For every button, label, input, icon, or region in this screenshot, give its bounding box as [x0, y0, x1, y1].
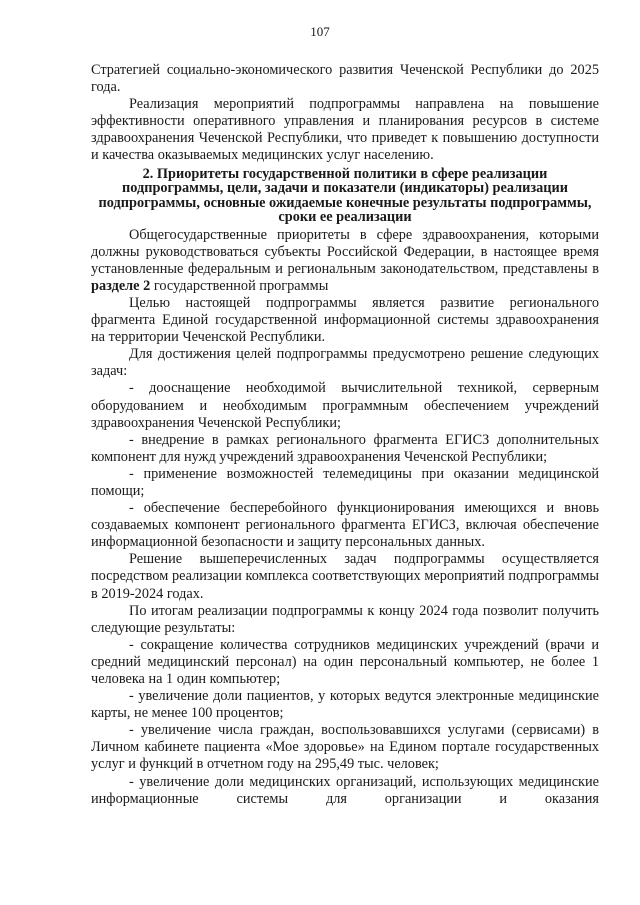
page-body: [91, 62, 599, 808]
paragraph-results-intro: По итогам реализации подпрограммы к концу 2024 года позволит получить следующие результаты:: [91, 602, 599, 636]
section-reference: разделе 2: [91, 277, 151, 294]
page-number: 107: [310, 24, 330, 39]
result-item: - увеличение доли медицинских организаций, использующих медицинские информационные системы для организации и оказания: [91, 773, 599, 807]
paragraph-continuation: Стратегией социально-экономического развития Чеченской Республики до 2025 года.: [91, 62, 599, 96]
paragraph-solution: Решение вышеперечисленных задач подпрограммы осуществляется посредством реализации комплекса соответствующих мероприятий подпрограммы в 2019-2024 годах.: [91, 551, 599, 602]
paragraph-tasks-intro: Для достижения целей подпрограммы предусмотрено решение следующих задач:: [91, 346, 599, 380]
paragraph-priorities: [91, 227, 599, 295]
priorities-text-end: государственной программы: [150, 277, 329, 294]
task-item: - применение возможностей телемедицины при оказании медицинской помощи;: [91, 465, 599, 499]
section-heading: 2. Приоритеты государственной политики в сфере реализации подпрограммы, цели, задачи и показатели (индикаторы) реализации подпрограммы, основные ожидаемые конечные результаты подпрограммы, сроки ее реализации: [98, 165, 592, 226]
task-item: - обеспечение бесперебойного функционирования имеющихся и вновь создаваемых компонент регионального фрагмента ЕГИСЗ, включая обеспечение информационной безопасности и защиту персональных данных.: [91, 500, 599, 551]
task-item: - внедрение в рамках регионального фрагмента ЕГИСЗ дополнительных компонент для нужд учреждений здравоохранения Чеченской Республики;: [91, 431, 599, 465]
paragraph-goal: Целью настоящей подпрограммы является развитие регионального фрагмента Единой государственной информационной системы здравоохранения на территории Чеченской Республики.: [91, 294, 599, 346]
result-item: - сокращение количества сотрудников медицинских учреждений (врачи и средний медицинский персонал) на один персональный компьютер, не более 1 человека на 1 один компьютер;: [91, 636, 599, 687]
result-item: - увеличение доли пациентов, у которых ведутся электронные медицинские карты, не менее 100 процентов;: [91, 688, 599, 722]
result-item: - увеличение числа граждан, воспользовавшихся услугами (сервисами) в Личном кабинете пациента «Мое здоровье» на Едином портале государственных услуг и функций в отчетном году на 295,49 тыс. человек;: [91, 722, 599, 773]
task-item: - дооснащение необходимой вычислительной техникой, серверным оборудованием и необходимым программным обеспечением учреждений здравоохранения Чеченской Республики;: [91, 380, 599, 431]
paragraph-implementation: Реализация мероприятий подпрограммы направлена на повышение эффективности оперативного управления и планирования ресурсов в системе здравоохранения Чеченской Республики, что приведет к повышению доступности и качества оказываемых медицинских услуг населению.: [91, 96, 599, 164]
priorities-text-start: Общегосударственные приоритеты в сфере здравоохранения, которыми должны руководствоваться субъекты Российской Федерации, в настоящее время установленные федеральным и региональным законодательством, представлены в: [91, 226, 599, 277]
